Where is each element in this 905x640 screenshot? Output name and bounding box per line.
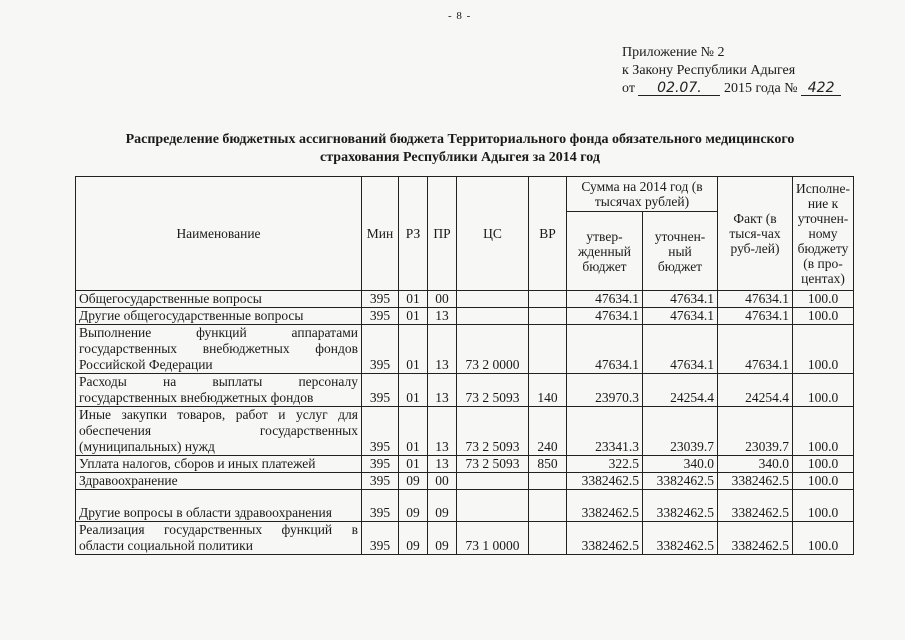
row-min: 395	[362, 522, 399, 555]
row-min: 395	[362, 374, 399, 407]
row-vr	[529, 473, 567, 490]
table-row	[76, 456, 854, 473]
header-min: Мин	[362, 177, 399, 291]
row-cs: 73 2 0000	[457, 325, 529, 374]
header-rz: РЗ	[399, 177, 428, 291]
row-execution: 100.0	[793, 490, 854, 522]
row-name: Реализация государственных функций в области социальной политики	[76, 522, 362, 555]
row-name: Выполнение функций аппаратами государственных внебюджетных фондов Российской Федерации	[76, 325, 362, 374]
header-approved: утвер-жденный бюджет	[567, 212, 643, 291]
row-refined: 3382462.5	[643, 473, 718, 490]
row-rz: 01	[399, 291, 428, 308]
row-vr	[529, 490, 567, 522]
row-execution: 100.0	[793, 308, 854, 325]
table-body	[76, 291, 854, 555]
row-refined: 24254.4	[643, 374, 718, 407]
row-min: 395	[362, 325, 399, 374]
table-row	[76, 473, 854, 490]
row-vr	[529, 308, 567, 325]
table-row	[76, 325, 854, 374]
row-fact: 3382462.5	[718, 490, 793, 522]
row-refined: 3382462.5	[643, 522, 718, 555]
row-execution: 100.0	[793, 522, 854, 555]
row-cs	[457, 308, 529, 325]
table-row	[76, 522, 854, 555]
row-fact: 47634.1	[718, 291, 793, 308]
header-cs: ЦС	[457, 177, 529, 291]
row-rz: 01	[399, 325, 428, 374]
row-refined: 3382462.5	[643, 490, 718, 522]
row-approved: 23970.3	[567, 374, 643, 407]
row-approved: 47634.1	[567, 291, 643, 308]
row-approved: 23341.3	[567, 407, 643, 456]
row-rz: 01	[399, 407, 428, 456]
row-pr: 00	[428, 473, 457, 490]
row-fact: 3382462.5	[718, 522, 793, 555]
table-row	[76, 308, 854, 325]
budget-table	[75, 176, 854, 555]
title-line-1: Распределение бюджетных ассигнований бюджета Территориального фонда обязательного медицинского	[125, 132, 795, 147]
row-min: 395	[362, 490, 399, 522]
row-name: Здравоохранение	[76, 473, 362, 490]
row-approved: 47634.1	[567, 308, 643, 325]
handwritten-law-number: 422	[801, 81, 841, 96]
appendix-date-line	[622, 80, 841, 98]
row-rz: 09	[399, 473, 428, 490]
row-rz: 09	[399, 490, 428, 522]
handwritten-date: 02.07.	[638, 81, 720, 96]
header-pr: ПР	[428, 177, 457, 291]
row-name: Уплата налогов, сборов и иных платежей	[76, 456, 362, 473]
row-refined: 47634.1	[643, 325, 718, 374]
row-vr: 140	[529, 374, 567, 407]
appendix-header	[622, 44, 841, 98]
row-cs	[457, 473, 529, 490]
row-rz: 01	[399, 374, 428, 407]
row-pr: 13	[428, 374, 457, 407]
row-min: 395	[362, 407, 399, 456]
document-title	[60, 131, 860, 167]
row-cs: 73 2 5093	[457, 374, 529, 407]
row-pr: 13	[428, 325, 457, 374]
row-execution: 100.0	[793, 325, 854, 374]
row-execution: 100.0	[793, 291, 854, 308]
from-label: от	[622, 81, 635, 96]
row-pr: 09	[428, 490, 457, 522]
appendix-law: к Закону Республики Адыгея	[622, 63, 796, 78]
row-approved: 47634.1	[567, 325, 643, 374]
row-pr: 00	[428, 291, 457, 308]
row-fact: 47634.1	[718, 325, 793, 374]
row-name: Общегосударственные вопросы	[76, 291, 362, 308]
row-execution: 100.0	[793, 407, 854, 456]
row-min: 395	[362, 308, 399, 325]
row-vr: 850	[529, 456, 567, 473]
year-label: 2015 года №	[723, 81, 798, 96]
page-number: - 8 -	[448, 10, 472, 22]
row-fact: 3382462.5	[718, 473, 793, 490]
row-cs	[457, 490, 529, 522]
row-execution: 100.0	[793, 456, 854, 473]
row-vr	[529, 522, 567, 555]
row-vr: 240	[529, 407, 567, 456]
row-fact: 340.0	[718, 456, 793, 473]
row-refined: 340.0	[643, 456, 718, 473]
row-name: Другие вопросы в области здравоохранения	[76, 490, 362, 522]
row-min: 395	[362, 473, 399, 490]
header-fact: Факт (в тыся-чах руб-лей)	[718, 177, 793, 291]
row-fact: 24254.4	[718, 374, 793, 407]
row-pr: 13	[428, 456, 457, 473]
row-name: Расходы на выплаты персоналу государственных внебюджетных фондов	[76, 374, 362, 407]
row-execution: 100.0	[793, 374, 854, 407]
title-line-2: страхования Республики Адыгея за 2014 год	[320, 150, 600, 165]
row-min: 395	[362, 456, 399, 473]
row-fact: 47634.1	[718, 308, 793, 325]
row-pr: 09	[428, 522, 457, 555]
row-refined: 47634.1	[643, 308, 718, 325]
header-vr: ВР	[529, 177, 567, 291]
row-cs	[457, 291, 529, 308]
table-row	[76, 407, 854, 456]
row-pr: 13	[428, 308, 457, 325]
row-rz: 01	[399, 456, 428, 473]
row-approved: 3382462.5	[567, 473, 643, 490]
row-vr	[529, 291, 567, 308]
row-approved: 322.5	[567, 456, 643, 473]
row-refined: 23039.7	[643, 407, 718, 456]
row-refined: 47634.1	[643, 291, 718, 308]
row-approved: 3382462.5	[567, 490, 643, 522]
header-sum-group: Сумма на 2014 год (в тысячах рублей)	[567, 177, 718, 212]
appendix-title: Приложение № 2	[622, 45, 725, 60]
header-name: Наименование	[76, 177, 362, 291]
row-name: Другие общегосударственные вопросы	[76, 308, 362, 325]
table-row	[76, 291, 854, 308]
row-vr	[529, 325, 567, 374]
row-approved: 3382462.5	[567, 522, 643, 555]
row-min: 395	[362, 291, 399, 308]
row-execution: 100.0	[793, 473, 854, 490]
row-pr: 13	[428, 407, 457, 456]
row-cs: 73 2 5093	[457, 456, 529, 473]
table-row	[76, 490, 854, 522]
row-rz: 09	[399, 522, 428, 555]
table-row	[76, 374, 854, 407]
row-cs: 73 2 5093	[457, 407, 529, 456]
header-execution: Исполне-ние к уточнен-ному бюджету (в про-центах)	[793, 177, 854, 291]
row-name: Иные закупки товаров, работ и услуг для обеспечения государственных (муниципальных) нужд	[76, 407, 362, 456]
row-rz: 01	[399, 308, 428, 325]
header-refined: уточнен-ный бюджет	[643, 212, 718, 291]
row-fact: 23039.7	[718, 407, 793, 456]
row-cs: 73 1 0000	[457, 522, 529, 555]
